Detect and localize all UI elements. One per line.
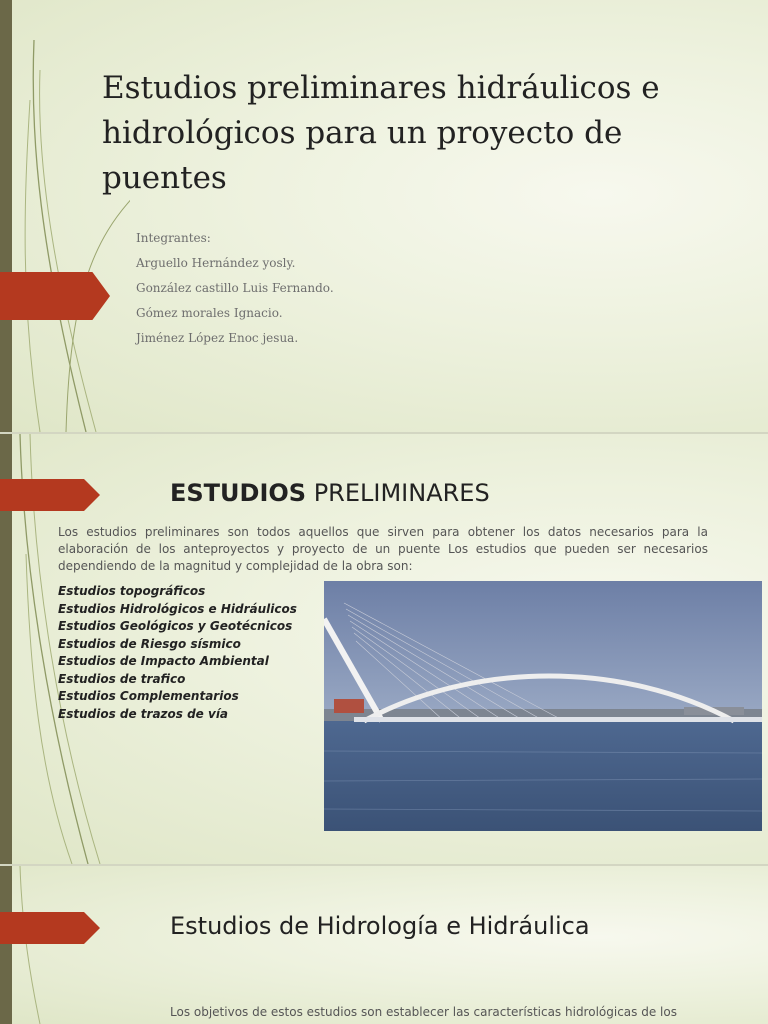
heading-bold: ESTUDIOS xyxy=(170,479,307,507)
bridge-photo xyxy=(324,581,762,831)
slide-heading xyxy=(170,479,490,507)
member-item: González castillo Luis Fernando. xyxy=(136,281,334,295)
members-heading: Integrantes: xyxy=(136,231,211,245)
studies-list xyxy=(58,583,297,723)
intro-paragraph: Los estudios preliminares son todos aquellos que sirven para obtener los datos necesarios para la elaboración de los anteproyectos y proyecto de un puente Los estudios que pueden ser necesarios dependiendo de la magnitud y complejidad de la obra son: xyxy=(58,525,708,573)
list-item: Estudios Geológicos y Geotécnicos xyxy=(58,619,293,633)
list-item: Estudios de Impacto Ambiental xyxy=(58,654,269,668)
slide-heading: Estudios de Hidrología e Hidráulica xyxy=(170,912,590,940)
decorative-lines xyxy=(0,0,130,432)
presentation-title: Estudios preliminares hidráulicos e hidrológicos para un proyecto de puentes xyxy=(102,70,660,196)
list-item: Estudios de trazos de vía xyxy=(58,706,229,721)
slide-title xyxy=(0,0,768,432)
member-item: Jiménez López Enoc jesua. xyxy=(136,331,299,345)
list-item: Estudios de Riesgo sísmico xyxy=(58,636,241,651)
body-text: Los objetivos de estos estudios son establecer las características hidrológicas de los xyxy=(170,1005,677,1019)
member-item: Arguello Hernández yosly. xyxy=(136,256,296,270)
member-item: Gómez morales Ignacio. xyxy=(136,306,283,320)
list-item: Estudios topográficos xyxy=(58,584,206,598)
list-item: Estudios Hidrológicos e Hidráulicos xyxy=(58,601,297,616)
heading-rest: PRELIMINARES xyxy=(306,479,490,507)
accent-arrow xyxy=(0,272,110,320)
accent-arrow xyxy=(0,912,100,944)
list-item: Estudios Complementarios xyxy=(58,689,239,703)
list-item: Estudios de trafico xyxy=(58,671,186,686)
accent-arrow xyxy=(0,479,100,511)
members-list xyxy=(136,226,334,351)
slide-hydrology xyxy=(0,866,768,1024)
slide-preliminary-studies xyxy=(0,434,768,864)
decorative-lines xyxy=(0,866,130,1024)
